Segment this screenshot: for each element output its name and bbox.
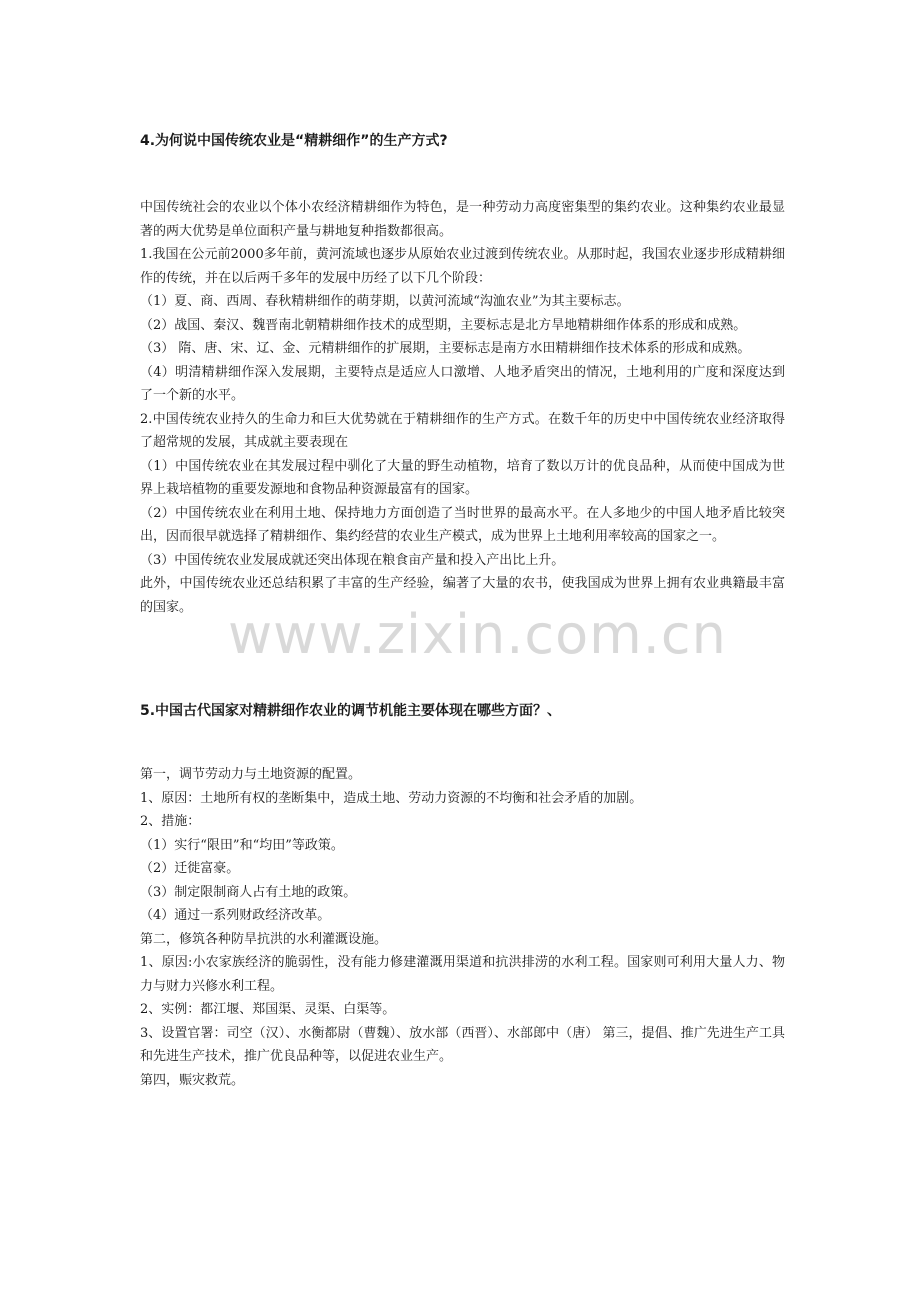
paragraph: （1）夏、商、西周、春秋精耕细作的萌芽期，以黄河流域“沟洫农业”为其主要标志。 xyxy=(140,294,630,309)
paragraph: （1）实行“限田”和“均田”等政策。 xyxy=(140,837,344,853)
paragraph: （3）中国传统农业发展成就还突出体现在粮食亩产量和投入产出比上升。 xyxy=(140,552,565,568)
paragraph: 3、设置官署：司空（汉）、水衡都尉（曹魏）、放水部（西晋）、水部郎中（唐） 第三，提倡、推广先进生产工具和先进生产技术，推广优良品种等，以促进农业生产。 xyxy=(140,1025,785,1064)
paragraph: 第二，修筑各种防旱抗洪的水利灌溉设施。 xyxy=(140,931,388,947)
question-4-heading: 4.为何说中国传统农业是“精耕细作”的生产方式? xyxy=(140,133,448,149)
paragraph: 1、原因:小农家族经济的脆弱性，没有能力修建灌溉用渠道和抗洪排涝的水利工程。国家则可利用大量人力、物力与财力兴修水利工程。 xyxy=(140,955,785,994)
paragraph: （4）通过一系列财政经济改革。 xyxy=(140,908,331,923)
paragraph: （3） 隋、唐、宋、辽、金、元精耕细作的扩展期，主要标志是南方水田精耕细作技术体系的形成和成熟。 xyxy=(140,341,751,356)
paragraph: 此外，中国传统农业还总结积累了丰富的生产经验，编著了大量的农书，使我国成为世界上拥有农业典籍最丰富的国家。 xyxy=(140,576,785,615)
paragraph: （4）明清精耕细作深入发展期，主要特点是适应人口激增、人地矛盾突出的情况，土地利用的广度和深度达到了一个新的水平。 xyxy=(140,364,785,403)
answer-4-body xyxy=(140,196,785,619)
answer-5-body xyxy=(140,763,785,1092)
paragraph: （1）中国传统农业在其发展过程中驯化了大量的野生动植物，培育了数以万计的优良品种，从而使中国成为世界上栽培植物的重要发源地和食物品种资源最富有的国家。 xyxy=(140,458,785,497)
paragraph: （2）中国传统农业在利用土地、保持地力方面创造了当时世界的最高水平。在人多地少的中国人地矛盾比较突出，因而很早就选择了精耕细作、集约经营的农业生产模式，成为世界上土地利用率较高的国家之一。 xyxy=(140,505,785,544)
paragraph: 2、实例：都江堰、郑国渠、灵渠、白渠等。 xyxy=(140,1002,396,1017)
watermark: www.zixin.com.cn xyxy=(228,603,727,666)
paragraph: 2、措施： xyxy=(140,814,201,829)
paragraph: （3）制定限制商人占有土地的政策。 xyxy=(140,884,357,900)
paragraph: （2）迁徙富豪。 xyxy=(140,861,240,876)
paragraph: 2.中国传统农业持久的生命力和巨大优势就在于精耕细作的生产方式。在数千年的历史中中国传统农业经济取得了超常规的发展，其成就主要表现在 xyxy=(140,411,785,450)
paragraph: （2）战国、秦汉、魏晋南北朝精耕细作技术的成型期，主要标志是北方旱地精耕细作体系的形成和成熟。 xyxy=(140,317,747,333)
paragraph: 1、原因：土地所有权的垄断集中，造成土地、劳动力资源的不均衡和社会矛盾的加剧。 xyxy=(140,790,643,806)
paragraph: 第一，调节劳动力与土地资源的配置。 xyxy=(140,767,362,782)
question-5-heading: 5.中国古代国家对精耕细作农业的调节机能主要体现在哪些方面？、 xyxy=(140,703,562,719)
paragraph: 1.我国在公元前2000多年前，黄河流域也逐步从原始农业过渡到传统农业。从那时起，我国农业逐步形成精耕细作的传统，并在以后两千多年的发展中历经了以下几个阶段： xyxy=(140,247,785,286)
paragraph: 中国传统社会的农业以个体小农经济精耕细作为特色，是一种劳动力高度密集型的集约农业。这种集约农业最显著的两大优势是单位面积产量与耕地复种指数都很高。 xyxy=(140,200,785,239)
paragraph: 第四，赈灾救荒。 xyxy=(140,1072,245,1088)
